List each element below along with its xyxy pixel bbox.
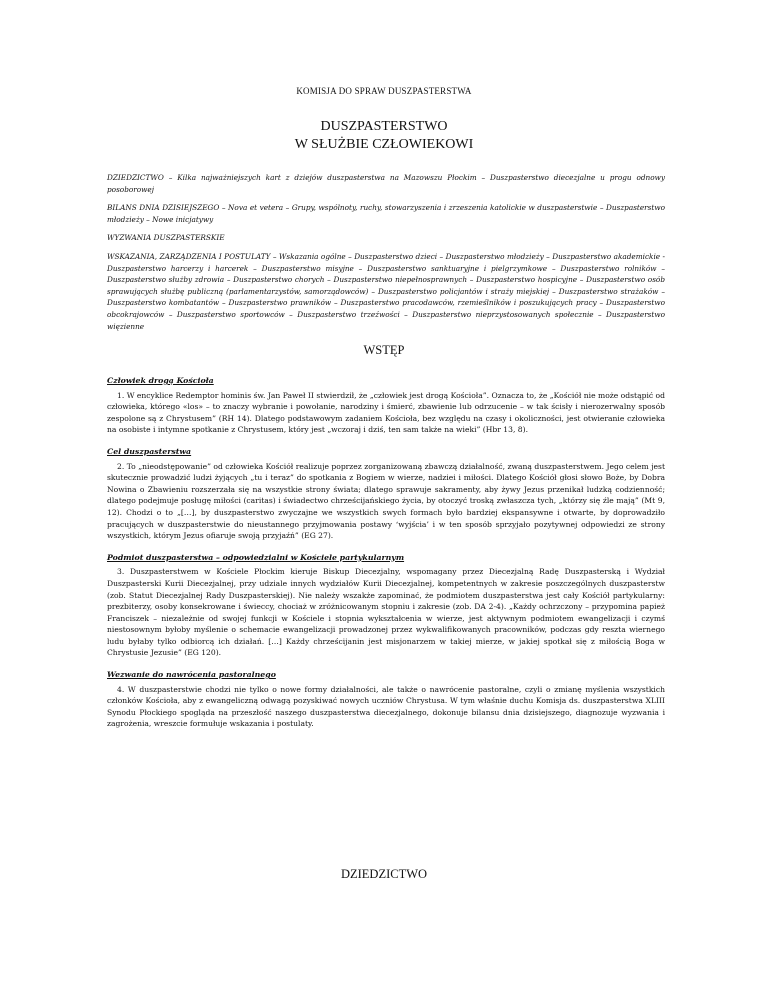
toc-entry: WSKAZANIA, ZARZĄDZENIA I POSTULATY – Wskazania ogólne – Duszpasterstwo dzieci – Duszpasterstwo młodzieży – Duszpasterstwo akademickie - Duszpasterstwo harcerzy i harcerek – Duszpasterstwo misyjne – Duszpasterstwo sanktuaryjne i pielgrzymkowe – Duszpasterstwo rolników – Duszpasterstwo służby zdrowia – Duszpasterstwo chorych – Duszpasterstwo niepełnosprawnych – Duszpasterstwo hospicyjne – Duszpasterstwo osób sprawujących służbę publiczną (parlamentarzystów, samorządowców) – Duszpasterstwo policjantów i straży miejskiej – Duszpasterstwo strażaków – Duszpasterstwo kombatantów – Duszpasterstwo prawników – Duszpasterstwo pracodawców, rzemieślników i poszukujących pracy – Duszpasterstwo obcokrajowców – Duszpasterstwo sportowców – Duszpasterstwo trzeźwości – Duszpasterstwo nieprzystosowanych społecznie – Duszpasterstwo więzienne [107, 251, 665, 331]
toc-entry: DZIEDZICTWO – Kilka najważniejszych kart z dziejów duszpasterstwa na Mazowszu Płockim – Duszpasterstwo diecezjalne u progu odnowy posoborowej [107, 173, 665, 194]
paragraph-text: To „nieodstępowanie” od człowieka Kościół realizuje poprzez zorganizowaną zbawczą działalność, zwaną duszpasterstwem. Jego celem jest skutecznie prowadzić ludzi żyjących „tu i teraz” do spotkania z Bogiem w wierze, nadziei i miłości. Dlatego Kościół głosi słowo Boże, by Dobra Nowina o Zbawieniu rozszerzała się na wszystkie strony świata; dlatego sprawuje sakramenty, aby żywy Jezus przenikał ludzką codzienność; dlatego podejmuje posługę miłości (caritas) i świadectwo chrześcijańskiego życia, by otoczyć troską zwłaszcza tych, „którzy się źle mają” (Mt 9, 12). Chodzi o to „[…], by duszpasterstwo zwyczajne we wszystkich swych formach było bardziej ekspansywne i otwarte, by doprowadziło pracujących w duszpasterstwie do nieustannego przyjmowania postawy ‘wyjścia’ i w ten sposób sprzyjało pozytywnej odpowiedzi ze strony wszystkich, którym Jezus ofiaruje swoją przyjaźń” (EG 27). [107, 461, 665, 541]
toc-entry: BILANS DNIA DZISIEJSZEGO – Nova et vetera – Grupy, wspólnoty, ruchy, stowarzyszenia i zrzeszenia katolickie w duszpasterstwie – Duszpasterstwo młodzieży – Nowe inicjatywy [107, 203, 665, 224]
section-subheading: Podmiot duszpasterstwa – odpowiedzialni w Kościele partykularnym [107, 552, 405, 562]
section-paragraph [107, 684, 665, 730]
section-heading-dziedzictwo: DZIEDZICTWO [340, 867, 428, 881]
paragraph-number: 4. [117, 684, 125, 694]
section-paragraph [107, 566, 665, 659]
section-paragraph [107, 461, 665, 542]
section-subheading: Człowiek drogą Kościoła [107, 376, 214, 385]
section [107, 552, 665, 659]
toc-entry: WYZWANIA DUSZPASTERSKIE [107, 233, 225, 243]
paragraph-text: W duszpasterstwie chodzi nie tylko o nowe formy działalności, ale także o nawrócenie pastoralne, czyli o zmianę myślenia wszystkich członków Kościoła, aby z ewangeliczną odwagą pozyskiwać nowych uczniów Chrystusa. W tym właśnie duchu Komisja ds. duszpasterstwa XLIII Synodu Płockiego spogląda na przeszłość naszego duszpasterstwa diecezjalnego, dokonuje bilansu dnia dzisiejszego, diagnozuje wyzwania i zagrożenia, wreszcie formułuje wskazania i postulaty. [107, 684, 665, 729]
paragraph-number: 3. [117, 567, 125, 577]
main-content [107, 375, 665, 740]
section-heading-wstep: WSTĘP [363, 343, 405, 357]
paragraph-number: 1. [117, 390, 125, 400]
paragraph-number: 2. [117, 461, 125, 471]
section-subheading: Wezwanie do nawrócenia pastoralnego [107, 670, 276, 680]
section [107, 669, 665, 730]
table-of-contents [107, 172, 665, 339]
paragraph-text: W encyklice Redemptor hominis św. Jan Paweł II stwierdził, że „człowiek jest drogą Kościoła”. Oznacza to, że „Kościół nie może odstąpić od człowieka, którego «los» – to znaczy wybranie i powołanie, narodziny i śmierć, zbawienie lub odrzucenie – w tak ścisły i nierozerwalny sposób zespolone są z Chrystusem” (RH 14). Dlatego podstawowym zadaniem Kościoła, bez względu na czasy i okoliczności, jest otwieranie człowieka na osobiste i intymne spotkanie z Chrystusem, który jest „wczoraj i dziś, ten sam także na wieki” (Hbr 13, 8). [107, 390, 665, 435]
section-paragraph [107, 390, 665, 436]
paragraph-text: Duszpasterstwem w Kościele Płockim kieruje Biskup Diecezjalny, wspomagany przez Diecezjalną Radę Duszpasterską i Wydział Duszpasterski Kurii Diecezjalnej, przy udziale innych wydziałów Kurii Diecezjalnej, kompetentnych w zakresie poszczególnych duszpasterstw (zob. Statut Diecezjalnej Rady Duszpasterskiej). Nie należy wszakże zapominać, że podmiotem duszpasterstwa jest cały Kościół partykularny: prezbiterzy, osoby konsekrowane i świeccy, chociaż w zróżnicowanym stopniu i zakresie (zob. DA 2-4). „Każdy ochrzczony – przypomina papież Franciszek – niezależnie od swojej funkcji w Kościele i stopnia wykształcenia w wierze, jest aktywnym podmiotem ewangelizacji i czymś niestosownym byłoby myślenie o schemacie ewangelizacji prowadzonej przez wykwalifikowanych pracowników, podczas gdy reszta wiernego ludu byłaby tylko odbiorcą ich działań. […] Każdy chrześcijanin jest misjonarzem w takiej mierze, w jakiej spotkał się z miłością Boga w Chrystusie Jezusie” (EG 120). [107, 567, 665, 658]
document-title [0, 118, 768, 154]
commission-label: KOMISJA DO SPRAW DUSZPASTERSTWA [296, 86, 472, 96]
section [107, 375, 665, 436]
title-line-2: W SŁUŻBIE CZŁOWIEKOWI [294, 137, 474, 152]
section-subheading: Cel duszpasterstwa [107, 446, 192, 456]
title-line-1: DUSZPASTERSTWO [320, 119, 448, 134]
section [107, 446, 665, 542]
